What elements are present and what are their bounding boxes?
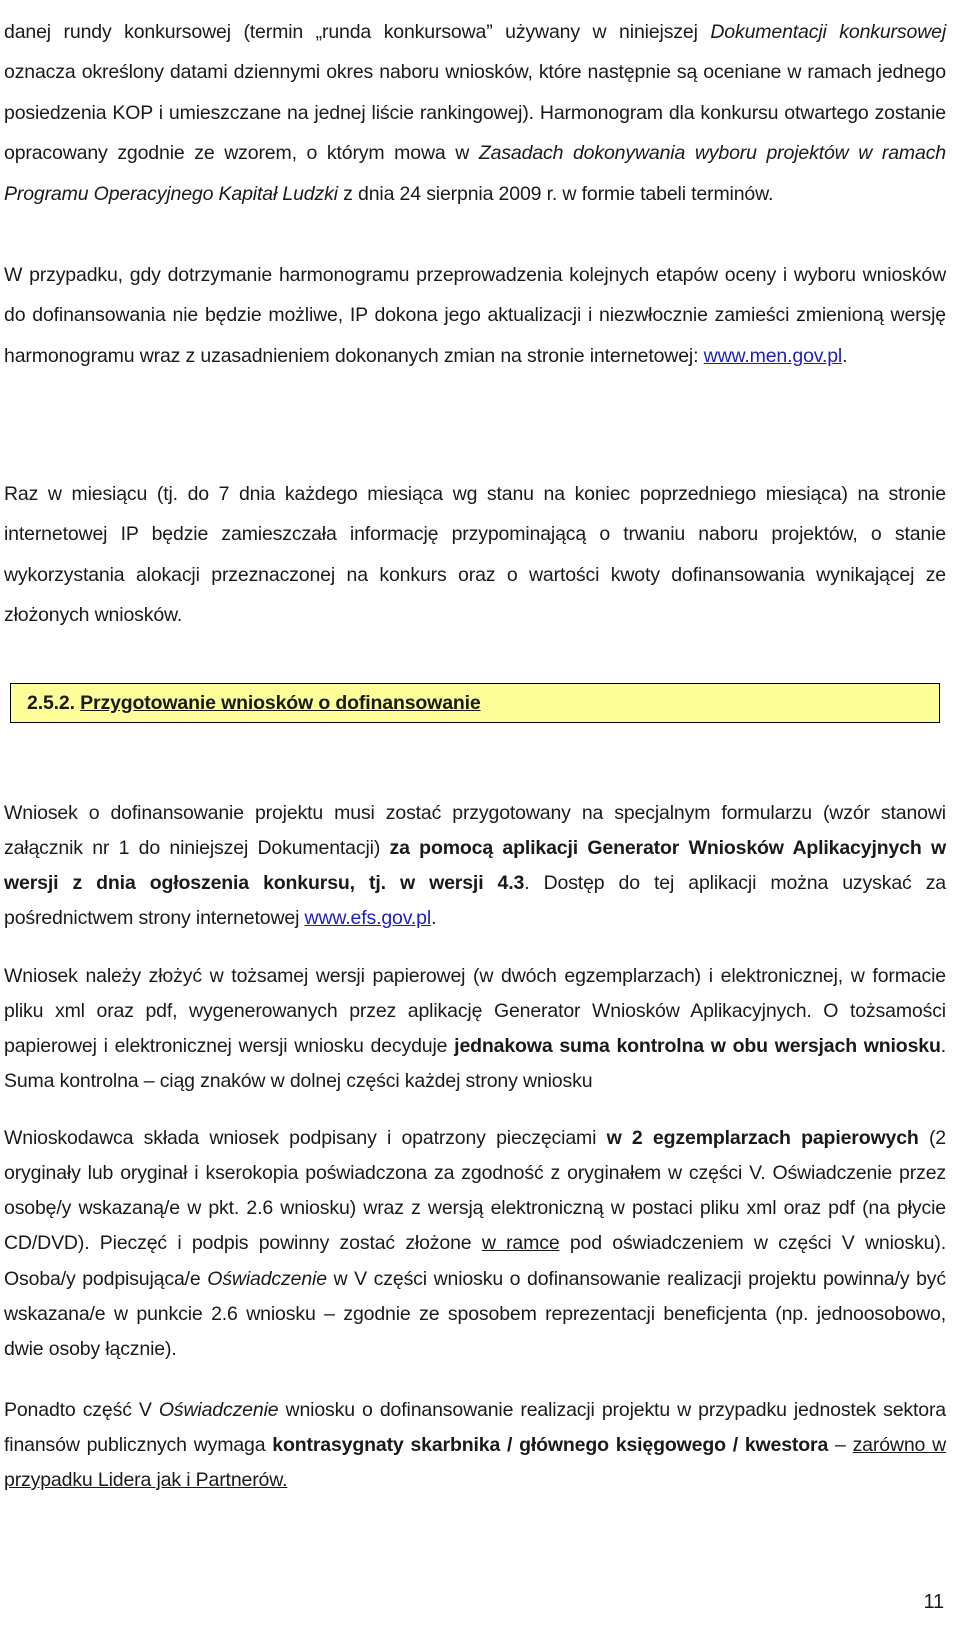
paragraph-schedule-update xyxy=(4,255,946,377)
section-title: Przygotowanie wniosków o dofinansowanie xyxy=(80,692,481,714)
efs-website-link[interactable]: www.efs.gov.pl xyxy=(304,907,432,930)
text: pod oświadczeniem w części V wniosku). Osoba/y podpisująca/e xyxy=(4,1232,946,1290)
underlined-text: zarówno w przypadku Lidera jak i Partnerów. xyxy=(4,1433,946,1492)
paragraph-versions xyxy=(4,959,946,1100)
page-number: 11 xyxy=(923,1591,944,1613)
paragraph-submission xyxy=(4,1121,946,1368)
text: Ponadto część V xyxy=(4,1398,159,1421)
text: Wnioskodawca składa wniosek podpisany i opatrzony pieczęciami xyxy=(4,1126,607,1149)
text: . Suma kontrolna – ciąg znaków w dolnej części każdej strony wniosku xyxy=(4,1035,947,1093)
paragraph-schedule xyxy=(4,12,946,215)
paragraph-monthly-info xyxy=(4,474,946,636)
text: Wniosek należy złożyć w tożsamej wersji papierowej (w dwóch egzemplarzach) i elektronicznej, w formacie pliku xml oraz pdf, wygenerowanych przez aplikację Generator Wniosków Aplikacyjnych. O tożsamości papierowej i elektronicznej wersji wniosku decyduje xyxy=(4,964,946,1058)
bold-text: w 2 egzemplarzach papierowych xyxy=(606,1126,919,1149)
text: w V części wniosku o dofinansowanie realizacji projektu powinna/y być wskazana/e w punkcie 2.6 wniosku – zgodnie ze sposobem reprezentacji beneficjenta (np. jednoosobowo, dwie osoby łącznie). xyxy=(4,1267,947,1361)
section-heading xyxy=(10,683,940,723)
italic-text: Oświadczenie xyxy=(207,1267,327,1290)
bold-text: za pomocą aplikacji Generator Wniosków Aplikacyjnych w wersji z dnia ogłoszenia konkursu, tj. w wersji 4.3 xyxy=(4,836,947,895)
text: Raz w miesiącu (tj. do 7 dnia każdego miesiąca wg stanu na koniec poprzedniego miesiąca) na stronie internetowej IP będzie zamieszczała informację przypominającą o trwaniu naboru projektów, o stanie wykorzystania alokacji przeznaczonej na konkurs oraz o wartości kwoty dofinansowania wynikającej ze złożonych wniosków. xyxy=(4,482,946,627)
men-website-link[interactable]: www.men.gov.pl xyxy=(703,344,843,367)
text: W przypadku, gdy dotrzymanie harmonogramu przeprowadzenia kolejnych etapów oceny i wyboru wniosków do dofinansowania nie będzie możliwe, IP dokona jego aktualizacji i niezwłocznie zamieści zmienioną wersję harmonogramu wraz z uzasadnieniem dokonanych zmian na stronie internetowej: xyxy=(4,263,946,367)
text: wniosku o dofinansowanie realizacji projektu w przypadku jednostek sektora finansów publicznych wymaga xyxy=(4,1398,946,1456)
text: . Dostęp do tej aplikacji można uzyskać za pośrednictwem strony internetowej xyxy=(4,872,946,930)
text: (2 oryginały lub oryginał i kserokopia poświadczona za zgodność z oryginałem w części V. Oświadczenie przez osobę/y wskazaną/e w pkt. 2.6 wniosku) wraz z wersją elektroniczną w postaci pliku xml oraz pdf (na płycie CD/DVD). Pieczęć i podpis powinny zostać złożone xyxy=(4,1126,947,1255)
text: . xyxy=(431,907,437,930)
section-number: 2.5.2. xyxy=(27,692,75,714)
text: – xyxy=(828,1433,853,1456)
rules-title-italic: Zasadach dokonywania wyboru projektów w ramach Programu Operacyjnego Kapitał Ludzki xyxy=(4,142,946,205)
italic-text: Oświadczenie xyxy=(158,1398,279,1421)
text: Wniosek o dofinansowanie projektu musi zostać przygotowany na specjalnym formularzu (wzór stanowi załącznik nr 1 do niniejszej Dokumentacji) xyxy=(4,801,946,859)
bold-text: jednakowa suma kontrolna w obu wersjach wniosku xyxy=(454,1035,941,1058)
text: z dnia 24 sierpnia 2009 r. w formie tabeli terminów. xyxy=(337,182,774,205)
bold-text: kontrasygnaty skarbnika / głównego księgowego / kwestora xyxy=(272,1433,829,1456)
text: . xyxy=(842,344,848,367)
paragraph-application-form xyxy=(4,796,946,937)
underlined-text: w ramce xyxy=(481,1232,560,1255)
text: oznacza określony datami dziennymi okres naboru wniosków, które następnie są oceniane w ramach jednego posiedzenia KOP i umieszczane na jednej liście rankingowej). Harmonogram dla konkursu otwartego zostanie opracowany zgodnie ze wzorem, o którym mowa w xyxy=(4,61,946,165)
text: danej rundy konkursowej (termin „runda konkursowa” używany w niniejszej xyxy=(4,20,711,43)
document-title-italic: Dokumentacji konkursowej xyxy=(710,20,947,43)
paragraph-countersignature xyxy=(4,1393,946,1499)
